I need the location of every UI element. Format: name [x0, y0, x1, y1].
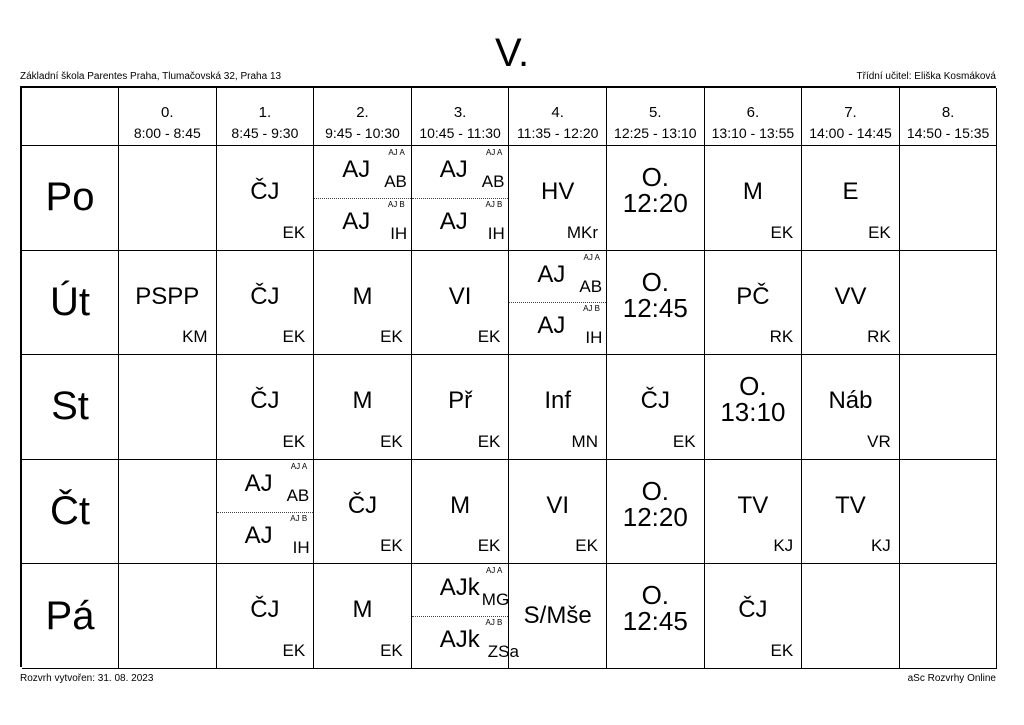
lesson-slot[interactable]: [607, 251, 705, 356]
teacher-code: EK: [770, 222, 794, 242]
lesson-slot[interactable]: [412, 146, 510, 251]
teacher-code: EK: [672, 431, 696, 451]
lesson-slot[interactable]: [607, 564, 705, 669]
lunch-time: 12:45: [622, 292, 688, 323]
day-label-1: Út: [22, 251, 119, 356]
period-number: 4.: [551, 104, 564, 121]
teacher-code: AB: [286, 485, 310, 505]
lesson-slot[interactable]: [217, 460, 315, 565]
teacher-code: EK: [282, 431, 306, 451]
subject-name: AJ: [439, 156, 468, 183]
period-header-7: [802, 88, 900, 146]
lesson-slot[interactable]: [314, 460, 412, 565]
empty-slot: [900, 146, 998, 251]
teacher-code: IH: [292, 537, 310, 557]
group-label: AJ A: [485, 566, 503, 576]
teacher-code: RK: [769, 327, 794, 347]
period-header-0: [119, 88, 217, 146]
lesson-slot[interactable]: [705, 355, 803, 460]
lesson-slot[interactable]: [314, 251, 412, 356]
subject-name: AJ: [244, 521, 273, 549]
lesson-slot[interactable]: [802, 355, 900, 460]
group-label: AJ B: [485, 199, 503, 209]
subject-name: M: [450, 491, 471, 519]
lesson-slot[interactable]: [607, 460, 705, 565]
teacher-code: IH: [487, 223, 505, 243]
group-label: AJ A: [583, 252, 600, 262]
teacher-code: EK: [380, 640, 403, 660]
teacher-code: KJ: [773, 536, 794, 556]
lesson-slot[interactable]: [217, 355, 315, 460]
teacher-code: KM: [182, 327, 208, 347]
group-lesson-top[interactable]: [412, 564, 509, 617]
empty-slot: [900, 355, 998, 460]
class-title: V.: [494, 31, 530, 75]
teacher-code: EK: [575, 536, 598, 556]
lesson-slot[interactable]: [314, 146, 412, 251]
lesson-slot[interactable]: [217, 251, 315, 356]
period-time: 10:45 - 11:30: [419, 125, 501, 141]
lesson-slot[interactable]: [607, 146, 705, 251]
timetable-grid: [20, 86, 996, 667]
period-number: 8.: [941, 104, 955, 121]
group-lesson-bottom[interactable]: [217, 512, 314, 564]
lesson-slot[interactable]: [802, 251, 900, 356]
group-lesson-bottom[interactable]: [509, 302, 606, 354]
period-time: 13:10 - 13:55: [711, 125, 795, 141]
group-label: AJ A: [388, 148, 405, 157]
period-header-1: [217, 88, 315, 146]
lesson-slot[interactable]: [509, 564, 607, 669]
lunch-time: 13:10: [720, 397, 786, 428]
subject-name: S/Mše: [523, 602, 592, 630]
lesson-slot[interactable]: [412, 355, 510, 460]
period-time: 14:50 - 15:35: [906, 125, 990, 141]
subject-name: AJ: [342, 156, 371, 183]
group-lesson-top[interactable]: [217, 460, 314, 513]
teacher-code: EK: [477, 431, 501, 451]
lesson-slot[interactable]: [412, 460, 510, 565]
group-label: AJ A: [485, 148, 503, 157]
lesson-slot[interactable]: [412, 251, 510, 356]
subject-name: ČJ: [250, 596, 280, 624]
group-lesson-top[interactable]: [412, 146, 509, 199]
period-time: 11:35 - 12:20: [516, 125, 599, 141]
subject-name: VI: [546, 491, 570, 519]
lesson-slot[interactable]: [705, 460, 803, 565]
group-lesson-bottom[interactable]: [314, 198, 411, 250]
period-number: 6.: [746, 104, 760, 121]
subject-name: ČJ: [640, 387, 670, 415]
subject-name: Náb: [828, 387, 873, 415]
lesson-slot[interactable]: [607, 355, 705, 460]
subject-name: Př: [448, 387, 473, 415]
lesson-slot[interactable]: [217, 564, 315, 669]
period-header-2: [314, 88, 412, 146]
subject-name: M: [352, 387, 373, 415]
empty-slot: [900, 460, 998, 565]
period-time: 9:45 - 10:30: [325, 125, 400, 141]
period-number: 2.: [356, 104, 369, 121]
period-header-3: [412, 88, 510, 146]
lunch-label: O.: [641, 162, 670, 192]
subject-name: PSPP: [135, 282, 200, 310]
subject-name: ČJ: [738, 596, 768, 624]
teacher-code: AB: [384, 172, 407, 191]
lunch-time: 12:20: [622, 501, 688, 532]
period-time: 12:25 - 13:10: [614, 125, 697, 141]
group-label: AJ A: [290, 461, 308, 471]
lesson-slot[interactable]: [412, 564, 519, 669]
lunch-break: [607, 164, 704, 216]
lesson-slot[interactable]: [705, 146, 803, 251]
empty-slot: [119, 355, 217, 460]
group-lesson-top[interactable]: [509, 251, 606, 304]
school-name: Základní škola Parentes Praha, Tlumačovská 32, Praha 13: [20, 71, 282, 82]
subject-name: TV: [737, 491, 769, 519]
period-header-6: [705, 88, 803, 146]
created-date: Rozvrh vytvořen: 31. 08. 2023: [20, 673, 154, 684]
group-lesson-bottom[interactable]: [412, 616, 519, 668]
subject-name: AJ: [244, 469, 273, 497]
subject-name: VI: [448, 282, 472, 310]
subject-name: AJk: [439, 574, 480, 602]
subject-name: AJ: [439, 207, 468, 235]
subject-name: M: [742, 178, 763, 205]
lesson-slot[interactable]: [802, 460, 900, 565]
period-number: 5.: [649, 104, 662, 121]
teacher-code: EK: [477, 327, 501, 347]
period-time: 8:45 - 9:30: [231, 125, 299, 141]
lunch-time: 12:20: [622, 188, 688, 218]
period-time: 14:00 - 14:45: [809, 125, 892, 141]
subject-name: VV: [834, 282, 867, 310]
teacher-code: EK: [868, 222, 891, 242]
teacher-code: IH: [390, 223, 408, 243]
day-label-0: Po: [22, 146, 119, 251]
empty-slot: [119, 564, 217, 669]
teacher-code: EK: [282, 222, 306, 242]
teacher-code: RK: [867, 327, 891, 347]
group-label: AJ B: [290, 513, 308, 523]
teacher-code: AB: [579, 276, 603, 296]
period-header-8: [900, 88, 998, 146]
teacher-code: KJ: [870, 536, 891, 556]
group-label: AJ B: [387, 199, 405, 209]
subject-name: M: [352, 596, 373, 624]
lunch-break: [607, 580, 704, 637]
lunch-break: [705, 371, 802, 428]
group-label: AJ B: [583, 304, 600, 314]
subject-name: E: [842, 178, 859, 205]
teacher-code: ZSa: [487, 642, 519, 662]
day-label-3: Čt: [22, 460, 119, 565]
empty-slot: [119, 460, 217, 565]
period-header-5: [607, 88, 705, 146]
lesson-slot[interactable]: [509, 146, 607, 251]
period-number: 7.: [844, 104, 857, 121]
subject-name: PČ: [736, 282, 770, 310]
teacher-code: EK: [770, 640, 794, 660]
lesson-slot[interactable]: [119, 251, 217, 356]
empty-slot: [900, 564, 998, 669]
lesson-slot[interactable]: [802, 146, 900, 251]
teacher-code: MN: [571, 431, 598, 451]
day-label-2: St: [22, 355, 119, 460]
subject-name: ČJ: [250, 178, 280, 205]
teacher-code: EK: [282, 327, 306, 347]
lesson-slot[interactable]: [705, 564, 803, 669]
period-number: 0.: [161, 104, 174, 121]
class-teacher: Třídní učitel: Eliška Kosmáková: [856, 71, 996, 82]
lunch-break: [607, 266, 704, 323]
subject-name: TV: [835, 491, 866, 519]
empty-slot: [802, 564, 900, 669]
grid-corner: [22, 88, 119, 146]
subject-name: ČJ: [250, 387, 280, 415]
subject-name: AJ: [537, 312, 566, 340]
teacher-code: VR: [867, 431, 891, 451]
lunch-label: O.: [641, 580, 670, 611]
period-number: 3.: [453, 104, 467, 121]
teacher-code: MKr: [566, 222, 598, 242]
lesson-slot[interactable]: [314, 355, 412, 460]
lesson-slot[interactable]: [705, 251, 803, 356]
subject-name: HV: [541, 178, 575, 205]
teacher-code: EK: [282, 640, 306, 660]
teacher-code: EK: [380, 431, 403, 451]
lunch-label: O.: [641, 475, 670, 506]
period-number: 1.: [258, 104, 272, 121]
lunch-label: O.: [739, 371, 767, 402]
subject-name: Inf: [544, 387, 572, 415]
lunch-label: O.: [641, 266, 670, 297]
subject-name: ČJ: [250, 282, 280, 310]
subject-name: ČJ: [347, 491, 378, 519]
group-lesson-bottom[interactable]: [412, 198, 509, 250]
subject-name: AJ: [537, 260, 566, 288]
lesson-slot[interactable]: [314, 564, 412, 669]
group-label: AJ B: [485, 618, 503, 628]
lunch-break: [607, 475, 704, 532]
teacher-code: EK: [477, 536, 501, 556]
lesson-slot[interactable]: [509, 251, 607, 356]
period-time: 8:00 - 8:45: [133, 125, 201, 141]
empty-slot: [900, 251, 998, 356]
lunch-time: 12:45: [622, 606, 688, 637]
teacher-code: AB: [481, 172, 505, 191]
teacher-code: EK: [380, 327, 403, 347]
software-credit: aSc Rozvrhy Online: [907, 673, 996, 684]
lesson-slot[interactable]: [509, 460, 607, 565]
teacher-code: EK: [380, 536, 403, 556]
teacher-code: IH: [585, 328, 603, 348]
subject-name: AJk: [439, 626, 480, 654]
teacher-code: MG: [481, 590, 510, 610]
period-header-4: [509, 88, 607, 146]
lesson-slot[interactable]: [509, 355, 607, 460]
lesson-slot[interactable]: [217, 146, 315, 251]
day-label-4: Pá: [22, 564, 119, 669]
empty-slot: [119, 146, 217, 251]
subject-name: M: [352, 282, 373, 310]
group-lesson-top[interactable]: [314, 146, 411, 199]
subject-name: AJ: [342, 207, 371, 235]
